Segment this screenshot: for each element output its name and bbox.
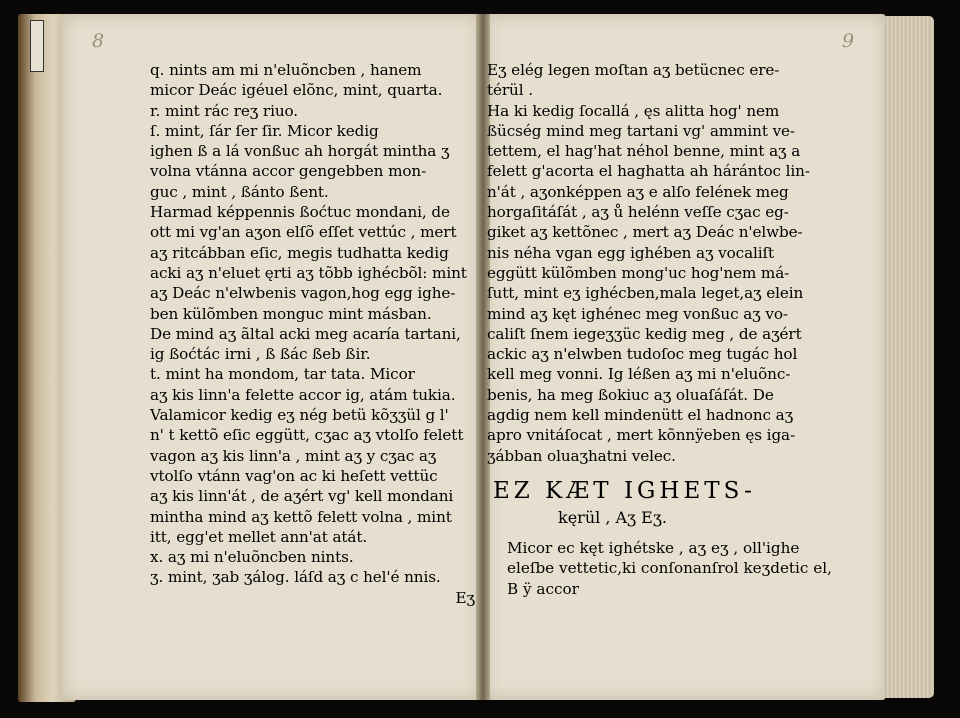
text-line: x. aʒ mi n'eluõncben nints.	[150, 548, 354, 567]
text-line: ʒ. mint, ʒab ʒálog. láſd aʒ c hel'é nnis.	[150, 568, 441, 587]
text-line: eggütt külõmben mong'uc hog'nem má-	[487, 263, 790, 282]
text-line: itt, egg'et mellet ann'at atát.	[150, 527, 368, 546]
text-line: ſutt, mint eʒ ighécben,mala leget,aʒ elein	[487, 284, 804, 303]
text-line: n' t kettõ eſic eggütt, cʒac aʒ vtolſo felett	[150, 426, 464, 445]
text-line: benis, ha meg ßokiuc aʒ oluaſáſát. De	[487, 385, 774, 404]
text-line: Eʒ	[455, 588, 475, 607]
text-line: ackic aʒ n'elwben tudoſoc meg tugác hol	[487, 345, 798, 364]
right-page-continuation	[507, 538, 832, 599]
left-page-number: 8	[92, 30, 105, 52]
right-page-number: 9	[842, 30, 855, 52]
book-edge-right	[884, 16, 934, 698]
right-page-text	[487, 60, 810, 466]
bookmark-tab	[30, 20, 44, 72]
text-line: ʒábban oluaʒhatni velec.	[487, 446, 676, 465]
text-line: agdig nem kell mindenütt el hadnonc aʒ	[487, 406, 794, 425]
text-line: aʒ Deác n'elwbenis vagon,hog egg ighe-	[150, 284, 456, 303]
text-line: ben külõmben monguc mint másban.	[150, 304, 432, 323]
section-subheading: kęrül , Aʒ Eʒ.	[558, 508, 667, 527]
text-line: ighen ß a lá vonßuc ah horgát mintha ʒ	[150, 142, 450, 161]
text-line: n'át , aʒonképpen aʒ e alſo felének meg	[487, 182, 789, 201]
text-line: felett g'acorta el haghatta ah hárántoc lin-	[487, 162, 810, 181]
section-heading: EZ KÆT IGHETS-	[493, 478, 756, 504]
text-line: vagon aʒ kis linn'a , mint aʒ y cʒac aʒ	[150, 446, 437, 465]
text-line: B ÿ accor	[507, 579, 579, 598]
text-line: térül .	[487, 81, 533, 100]
text-line: eleſbe vettetic,ki conſonanſrol keʒdetic el,	[507, 559, 832, 578]
text-line: mintha mind aʒ kettõ felett volna , mint	[150, 507, 452, 526]
text-line: ſ. mint, ſár ſer ſir. Micor kedig	[150, 121, 379, 140]
text-line: r. mint rác reʒ riuo.	[150, 101, 299, 120]
text-line: guc , mint , ßánto ßent.	[150, 182, 329, 201]
text-line: ig ßoćtác irni , ß ßác ßeb ßir.	[150, 345, 371, 364]
text-line: horgaſitáſát , aʒ ů helénn veſſe cʒac eg-	[487, 203, 789, 222]
text-line: Eʒ elég legen moſtan aʒ betücnec ere-	[487, 61, 780, 79]
text-line: De mind aʒ ãltal acki meg acaría tartani,	[150, 324, 461, 343]
text-line: mind aʒ kęt ighénec meg vonßuc aʒ vo-	[487, 304, 788, 323]
text-line: Valamicor kedig eʒ nég betü kõʒʒül g l'	[150, 406, 449, 425]
text-line: apro vnitáſocat , mert kõnnÿeben ęs iga-	[487, 426, 796, 445]
text-line: giket aʒ kettõnec , mert aʒ Deác n'elwbe-	[487, 223, 803, 242]
left-page-text	[150, 60, 475, 608]
text-line: tettem, el hag'hat néhol benne, mint aʒ a	[487, 142, 801, 161]
text-line: acki aʒ n'eluet ęrti aʒ tõbb ighécbõl: mint	[150, 263, 467, 282]
text-line: aʒ kis linn'át , de aʒért vg' kell mondani	[150, 487, 454, 506]
text-line: Micor ec kęt ighétske , aʒ eʒ , oll'ighe	[507, 539, 800, 557]
text-line: ott mi vg'an aʒon elſõ eſſet vettúc , mert	[150, 223, 457, 242]
text-line: q. nints am mi n'eluõncben , hanem	[150, 61, 422, 79]
text-line: nis néha vgan egg ighében aʒ vocaliſt	[487, 243, 775, 262]
text-line: aʒ kis linn'a felette accor ig, atám tukia.	[150, 385, 456, 404]
text-line: aʒ ritcábban eſic, megis tudhatta kedig	[150, 243, 449, 262]
text-line: caliſt ſnem iegeʒʒüc kedig meg , de aʒért	[487, 324, 802, 343]
text-line: t. mint ha mondom, tar tata. Micor	[150, 365, 415, 384]
text-line: Harmad képpennis ßoćtuc mondani, de	[150, 203, 450, 222]
text-line: micor Deác igéuel elõnc, mint, quarta.	[150, 81, 443, 100]
text-line: kell meg vonni. Ig léßen aʒ mi n'eluõnc-	[487, 365, 791, 384]
text-line: Ha ki kedig ſocallá , ęs alitta hog' nem	[487, 101, 780, 120]
text-line: vtolſo vtánn vag'on ac ki heſett vettüc	[150, 466, 438, 485]
text-line: volna vtánna accor gengebben mon-	[150, 162, 427, 181]
text-line: ßücség mind meg tartani vg' ammint ve-	[487, 121, 795, 140]
